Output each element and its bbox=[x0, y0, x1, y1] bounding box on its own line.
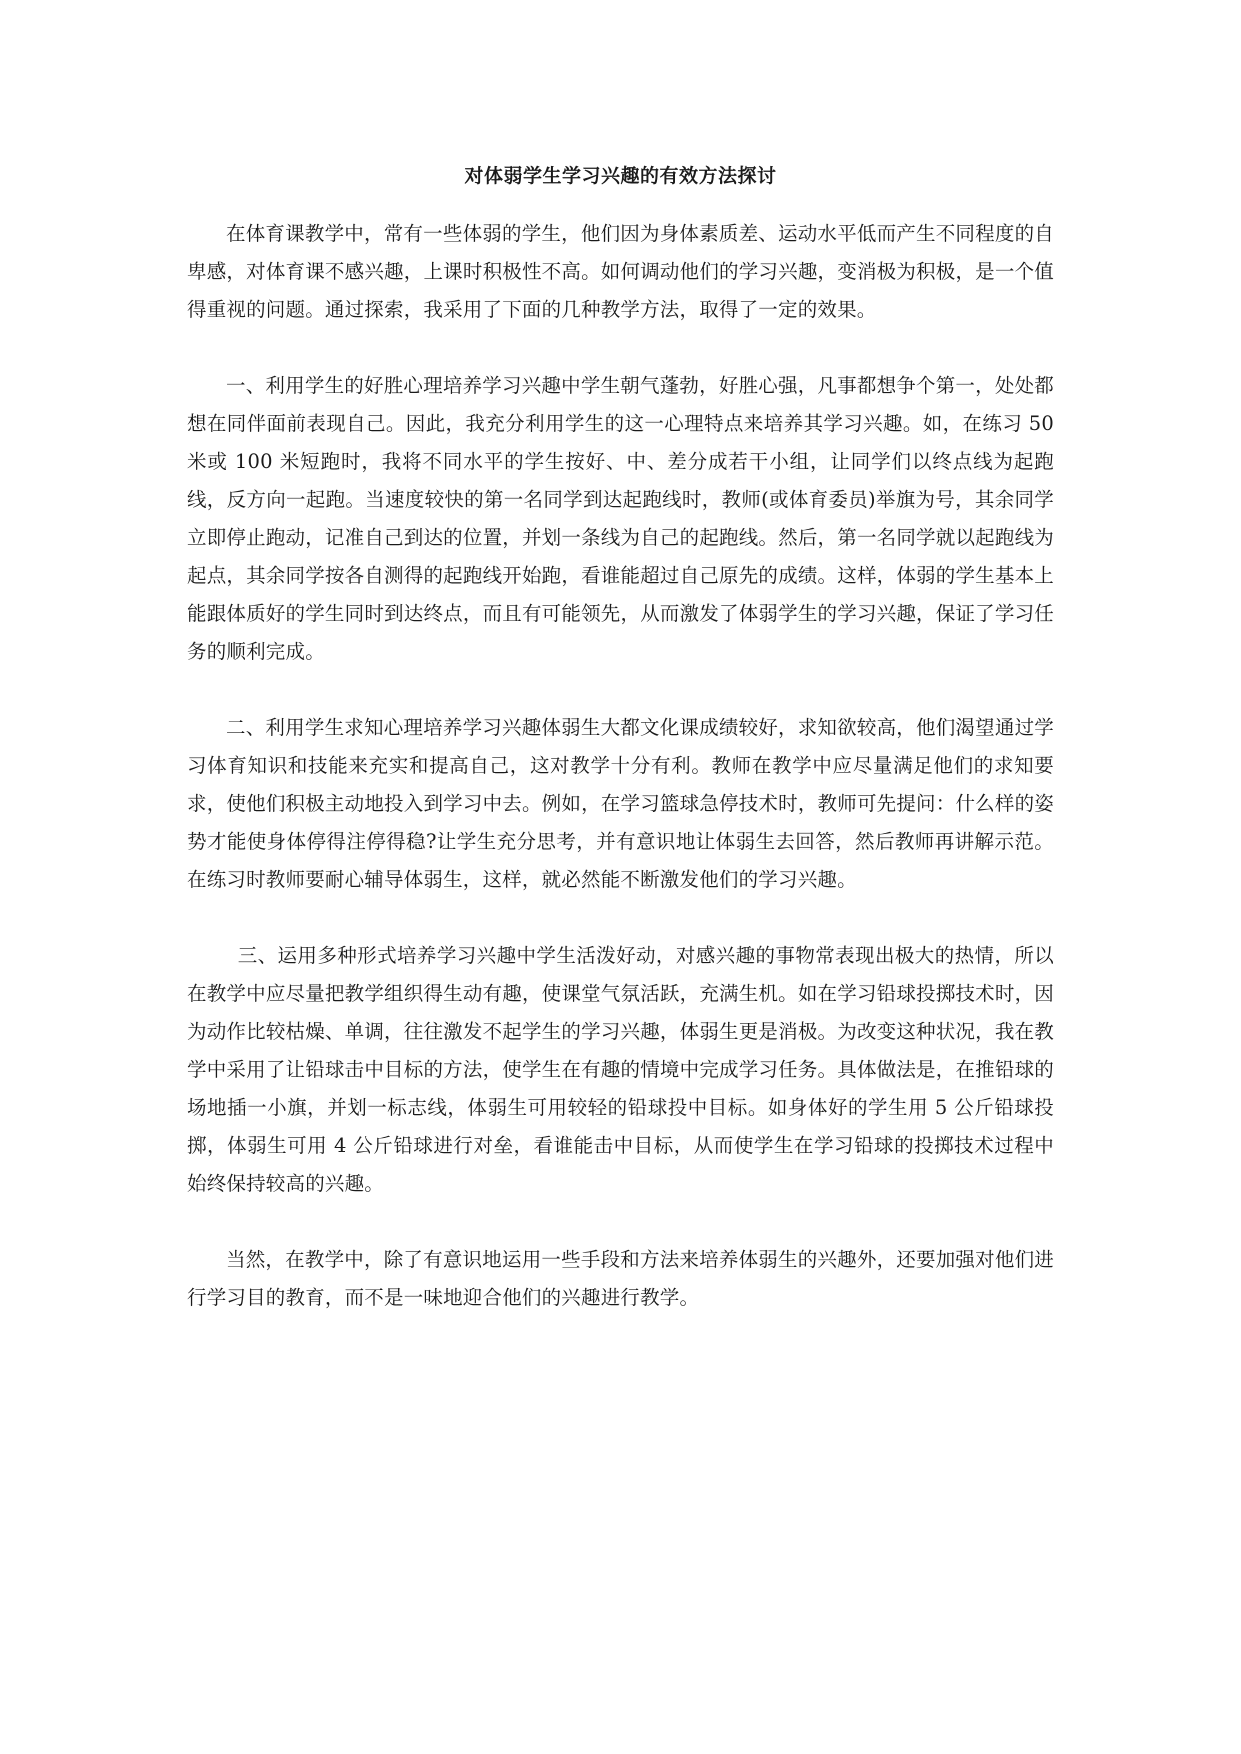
paragraph-intro: 在体育课教学中，常有一些体弱的学生，他们因为身体素质差、运动水平低而产生不同程度的自卑感，对体育课不感兴趣，上课时积极性不高。如何调动他们的学习兴趣，变消极为积极，是一个值得重视的问题。通过探索，我采用了下面的几种教学方法，取得了一定的效果。 bbox=[187, 222, 1054, 321]
paragraph-section-two: 二、利用学生求知心理培养学习兴趣体弱生大都文化课成绩较好，求知欲较高，他们渴望通过学习体育知识和技能来充实和提高自己，这对教学十分有利。教师在教学中应尽量满足他们的求知要求，使他们积极主动地投入到学习中去。例如，在学习篮球急停技术时，教师可先提问：什么样的姿势才能使身体停得注停得稳?让学生充分思考，并有意识地让体弱生去回答，然后教师再讲解示范。在练习时教师要耐心辅导体弱生，这样，就必然能不断激发他们的学习兴趣。 bbox=[187, 716, 1054, 891]
paragraph-section-one: 一、利用学生的好胜心理培养学习兴趣中学生朝气蓬勃，好胜心强，凡事都想争个第一，处处都想在同伴面前表现自己。因此，我充分利用学生的这一心理特点来培养其学习兴趣。如，在练习 50 米或 100 米短跑时，我将不同水平的学生按好、中、差分成若干小组，让同学们以终点线为起跑线，反方向一起跑。当速度较快的第一名同学到达起跑线时，教师(或体育委员)举旗为号，其余同学立即停止跑动，记准自己到达的位置，并划一条线为自己的起跑线。然后，第一名同学就以起跑线为起点，其余同学按各自测得的起跑线开始跑，看谁能超过自己原先的成绩。这样，体弱的学生基本上能跟体质好的学生同时到达终点，而且有可能领先，从而激发了体弱学生的学习兴趣，保证了学习任务的顺利完成。 bbox=[187, 374, 1054, 663]
paragraph-conclusion: 当然，在教学中，除了有意识地运用一些手段和方法来培养体弱生的兴趣外，还要加强对他们进行学习目的教育，而不是一味地迎合他们的兴趣进行教学。 bbox=[187, 1248, 1054, 1309]
paragraph-section-three: 三、运用多种形式培养学习兴趣中学生活泼好动，对感兴趣的事物常表现出极大的热情，所以在教学中应尽量把教学组织得生动有趣，使课堂气氛活跃，充满生机。如在学习铅球投掷技术时，因为动作比较枯燥、单调，往往激发不起学生的学习兴趣，体弱生更是消极。为改变这种状况，我在教学中采用了让铅球击中目标的方法，使学生在有趣的情境中完成学习任务。具体做法是，在推铅球的场地插一小旗，并划一标志线，体弱生可用较轻的铅球投中目标。如身体好的学生用 5 公斤铅球投掷，体弱生可用 4 公斤铅球进行对垒，看谁能击中目标，从而使学生在学习铅球的投掷技术过程中始终保持较高的兴趣。 bbox=[187, 944, 1054, 1195]
document-body bbox=[187, 162, 1054, 1355]
document-title: 对体弱学生学习兴趣的有效方法探讨 bbox=[464, 165, 777, 187]
